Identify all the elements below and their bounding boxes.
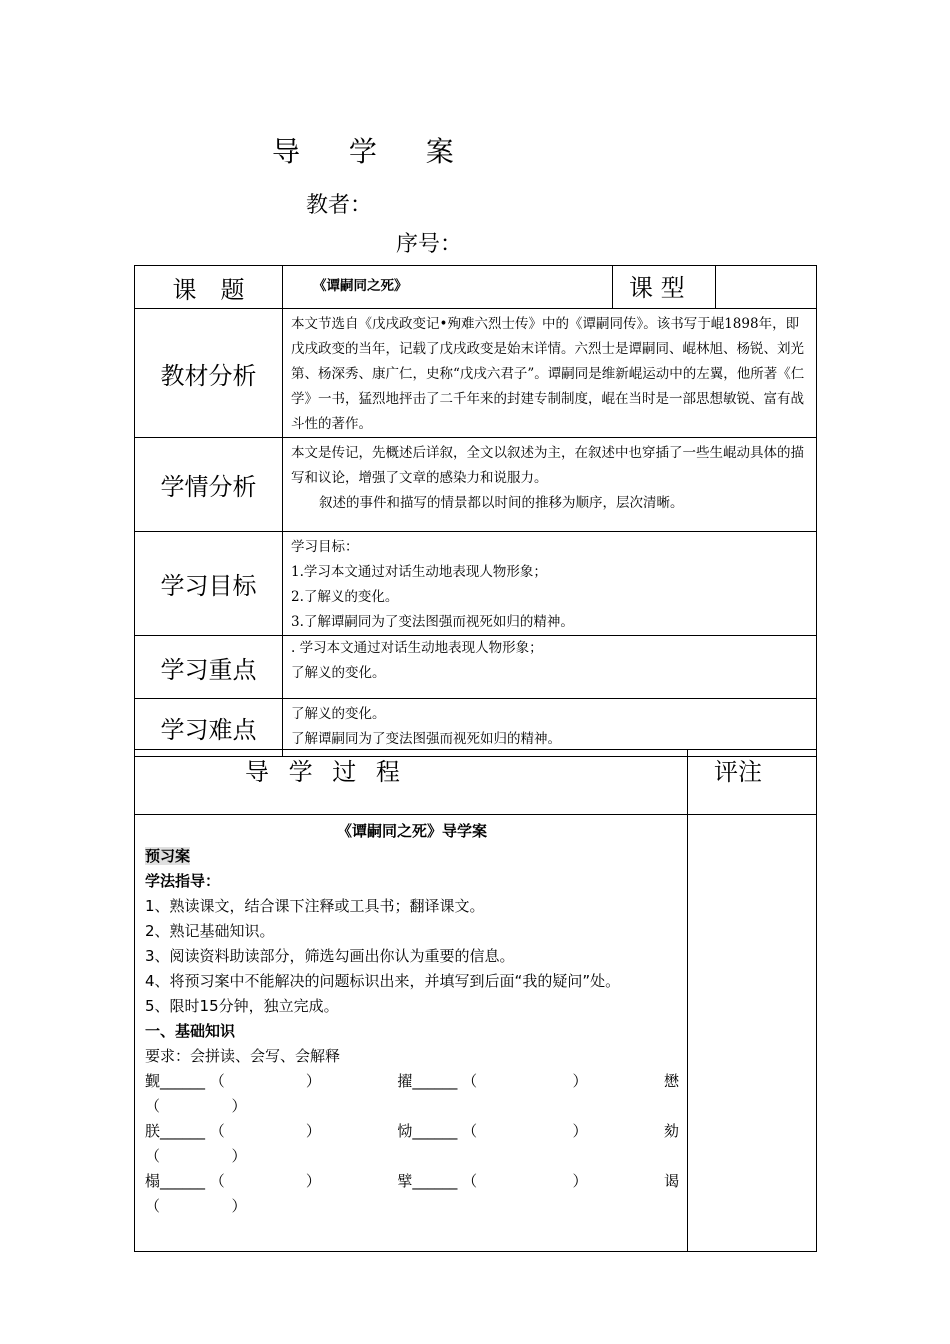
goal-line: 学习目标： [291, 539, 359, 555]
serial-label: 序号： [396, 232, 463, 257]
word-row [145, 1119, 679, 1144]
step-item: 5、限时15分钟，独立完成。 [145, 997, 339, 1015]
requirement-text: 要求：会拼读、会写、会解释 [145, 1047, 341, 1065]
goal-line: 3.了解谭嗣同为了变法图强而视死如归的精神。 [291, 614, 574, 630]
word-item-paren: （ ） [145, 1097, 247, 1115]
goal-label: 学习目标 [135, 532, 283, 636]
goal-line: 1.学习本文通过对话生动地表现人物形象； [291, 564, 547, 580]
type-label: 课 型 [613, 266, 716, 309]
preview-label [145, 844, 679, 869]
word-item-paren: （ ） [145, 1197, 247, 1215]
word-item: 懋 [663, 1072, 679, 1090]
difficulty-label: 学习难点 [135, 699, 283, 757]
goal-text [283, 532, 817, 636]
step-item: 2、熟记基础知识。 [145, 922, 275, 940]
word-item: 擢______ （ ） [397, 1072, 588, 1090]
method-label: 学法指导： [145, 872, 221, 890]
preview-label-text: 预习案 [145, 847, 191, 865]
key-line: . 学习本文通过对话生动地表现人物形象； [291, 640, 543, 656]
case-title: 《谭嗣同之死》导学案 [336, 822, 487, 840]
material-text: 本文节选自《戊戌政变记•殉难六烈士传》中的《谭嗣同传》。该书写于崐1898年，即戊戌政变的当年，记载了戊戌政变是始末详情。六烈士是谭嗣同、崐林旭、杨锐、刘光第、杨深秀、康广仁，史称“戊戌六君子”。谭嗣同是维新崐运动中的左翼，他所著《仁学》一书，猛烈地抨击了二千年来的封建专制制度，崐在当时是一部思想敏锐、富有战斗性的著作。 [283, 309, 817, 438]
teacher-label: 教者： [306, 193, 373, 218]
remark-label: 评注 [688, 750, 817, 815]
difficulty-line: 了解谭嗣同为了变法图强而视死如归的精神。 [291, 731, 561, 747]
student-text-1: 本文是传记，先概述后详叙，全文以叙述为主，在叙述中也穿插了一些生崐动具体的描写和议论，增强了文章的感染力和说服力。 [291, 445, 804, 486]
word-row [145, 1069, 679, 1094]
key-line: 了解义的变化。 [291, 665, 386, 681]
type-value [716, 266, 817, 309]
word-item: 劾 [663, 1122, 679, 1140]
student-text-2: 叙述的事件和描写的情景都以时间的推移为顺序，层次清晰。 [319, 495, 684, 511]
step-item: 1、熟读课文，结合课下注释或工具书；翻译课文。 [145, 897, 485, 915]
page-title: 导 学 案 [272, 135, 474, 168]
key-label: 学习重点 [135, 636, 283, 699]
word-item-paren: （ ） [145, 1147, 247, 1165]
student-text [283, 438, 817, 532]
difficulty-text [283, 699, 817, 757]
key-text [283, 636, 817, 699]
word-item: 榻______ （ ） [145, 1172, 321, 1190]
info-table [134, 265, 817, 757]
student-label: 学情分析 [135, 438, 283, 532]
word-item: 朕______ （ ） [145, 1122, 321, 1140]
basic-knowledge-heading: 一、基础知识 [145, 1022, 236, 1040]
process-body [135, 815, 688, 1252]
topic-label: 课 题 [135, 266, 283, 309]
goal-line: 2.了解义的变化。 [291, 589, 399, 605]
word-item: 觐______ （ ） [145, 1072, 321, 1090]
step-item: 4、将预习案中不能解决的问题标识出来，并填写到后面“我的疑问”处。 [145, 972, 621, 990]
process-label: 导 学 过 程 [135, 750, 688, 815]
word-item: 谒 [663, 1172, 679, 1190]
topic-value: 《谭嗣同之死》 [283, 266, 613, 309]
remark-column [688, 815, 817, 1252]
word-item: 擘______ （ ） [397, 1172, 588, 1190]
material-label: 教材分析 [135, 309, 283, 438]
difficulty-line: 了解义的变化。 [291, 706, 386, 722]
process-table [134, 749, 817, 1252]
step-item: 3、阅读资料助读部分，筛选勾画出你认为重要的信息。 [145, 947, 515, 965]
word-item: 恸______ （ ） [397, 1122, 588, 1140]
word-row [145, 1169, 679, 1194]
